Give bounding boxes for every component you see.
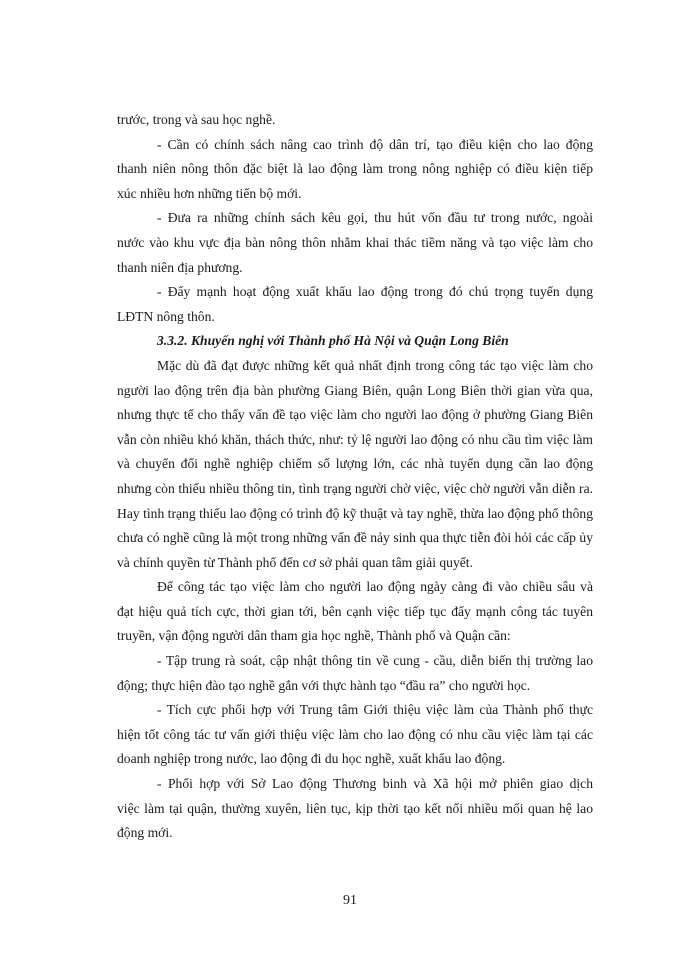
text-line: nhưng thực tế cho thấy vấn đề tạo việc làm cho người lao động ở phường Giang Biên: [117, 407, 593, 423]
text-line: thanh niên địa phương.: [117, 259, 243, 275]
paragraph: [117, 133, 593, 207]
text-line: vẫn còn nhiều khó khăn, thách thức, như: tỷ lệ người lao động có nhu cầu tìm việc làm: [117, 431, 593, 447]
text-line: động mới.: [117, 825, 173, 841]
text-line: Hay tình trạng thiếu lao động có trình độ kỹ thuật và tay nghề, thừa lao động phổ thông: [117, 505, 593, 521]
text-line: và chuyển đổi nghề nghiệp chiếm số lượng lớn, các nhà tuyển dụng cần lao động: [117, 456, 593, 472]
text-line: và chính quyền từ Thành phố đến cơ sở phải quan tâm giải quyết.: [117, 554, 473, 570]
text-line: việc làm tại quận, thường xuyên, liên tục, kịp thời tạo kết nối nhiều mối quan hệ lao: [117, 800, 593, 816]
text-line: - Đưa ra những chính sách kêu gọi, thu hút vốn đầu tư trong nước, ngoài: [157, 210, 593, 226]
text-line: thanh niên nông thôn đặc biệt là lao động làm trong nông nghiệp có điều kiện tiếp: [117, 161, 593, 177]
text-line: trước, trong và sau học nghề.: [117, 112, 276, 127]
text-line: - Phối hợp với Sở Lao động Thương binh và Xã hội mở phiên giao dịch: [157, 776, 593, 792]
paragraph: [117, 575, 593, 649]
text-line: - Cần có chính sách nâng cao trình độ dân trí, tạo điều kiện cho lao động: [157, 136, 593, 152]
text-line: Mặc dù đã đạt được những kết quả nhất định trong công tác tạo việc làm cho: [157, 357, 593, 373]
document-body: [117, 108, 593, 846]
text-line: Để công tác tạo việc làm cho người lao động ngày càng đi vào chiều sâu và: [157, 579, 593, 595]
paragraph: [117, 206, 593, 280]
paragraph: [117, 354, 593, 575]
paragraph: [117, 772, 593, 846]
text-line: chưa có nghề cũng là một trong những vấn đề nảy sinh qua thực tiễn đòi hỏi các cấp ủy: [117, 530, 593, 546]
text-line: - Tập trung rà soát, cập nhật thông tin về cung - cầu, diễn biến thị trường lao: [157, 653, 593, 669]
text-line: hiện tốt công tác tư vấn giới thiệu việc làm cho lao động có nhu cầu việc làm tại các: [117, 726, 593, 742]
text-line: động; thực hiện đào tạo nghề gắn với thực hành tạo “đầu ra” cho người học.: [117, 677, 531, 693]
text-line: nước vào khu vực địa bàn nông thôn nhằm khai thác tiềm năng và tạo việc làm cho: [117, 234, 593, 250]
text-line: - Tích cực phối hợp với Trung tâm Giới thiệu việc làm của Thành phố thực: [157, 702, 593, 718]
paragraph: [117, 280, 593, 329]
text-line: truyền, vận động người dân tham gia học nghề, Thành phố và Quận cần:: [117, 628, 511, 644]
text-line: xúc nhiều hơn những tiến bộ mới.: [117, 185, 302, 201]
text-line: LĐTN nông thôn.: [117, 308, 215, 324]
text-line: đạt hiệu quả tích cực, thời gian tới, bên cạnh việc tiếp tục đẩy mạnh công tác tuyên: [117, 603, 593, 619]
paragraph: [117, 108, 593, 133]
text-line: nhưng còn thiếu nhiều thông tin, tình trạng người chờ việc, việc chờ người vẫn diễn ra.: [117, 480, 593, 496]
section-heading: [117, 329, 593, 354]
page-number: 91: [343, 893, 357, 908]
paragraph: [117, 698, 593, 772]
text-line: - Đẩy mạnh hoạt động xuất khẩu lao động trong đó chú trọng tuyển dụng: [157, 284, 593, 300]
paragraph: [117, 649, 593, 698]
text-line: người lao động trên địa bàn phường Giang Biên, quận Long Biên thời gian vừa qua,: [117, 382, 593, 398]
text-line: doanh nghiệp trong nước, lao động đi du học nghề, xuất khẩu lao động.: [117, 751, 506, 767]
heading-text: 3.3.2. Khuyến nghị với Thành phố Hà Nội và Quận Long Biên: [157, 333, 509, 349]
